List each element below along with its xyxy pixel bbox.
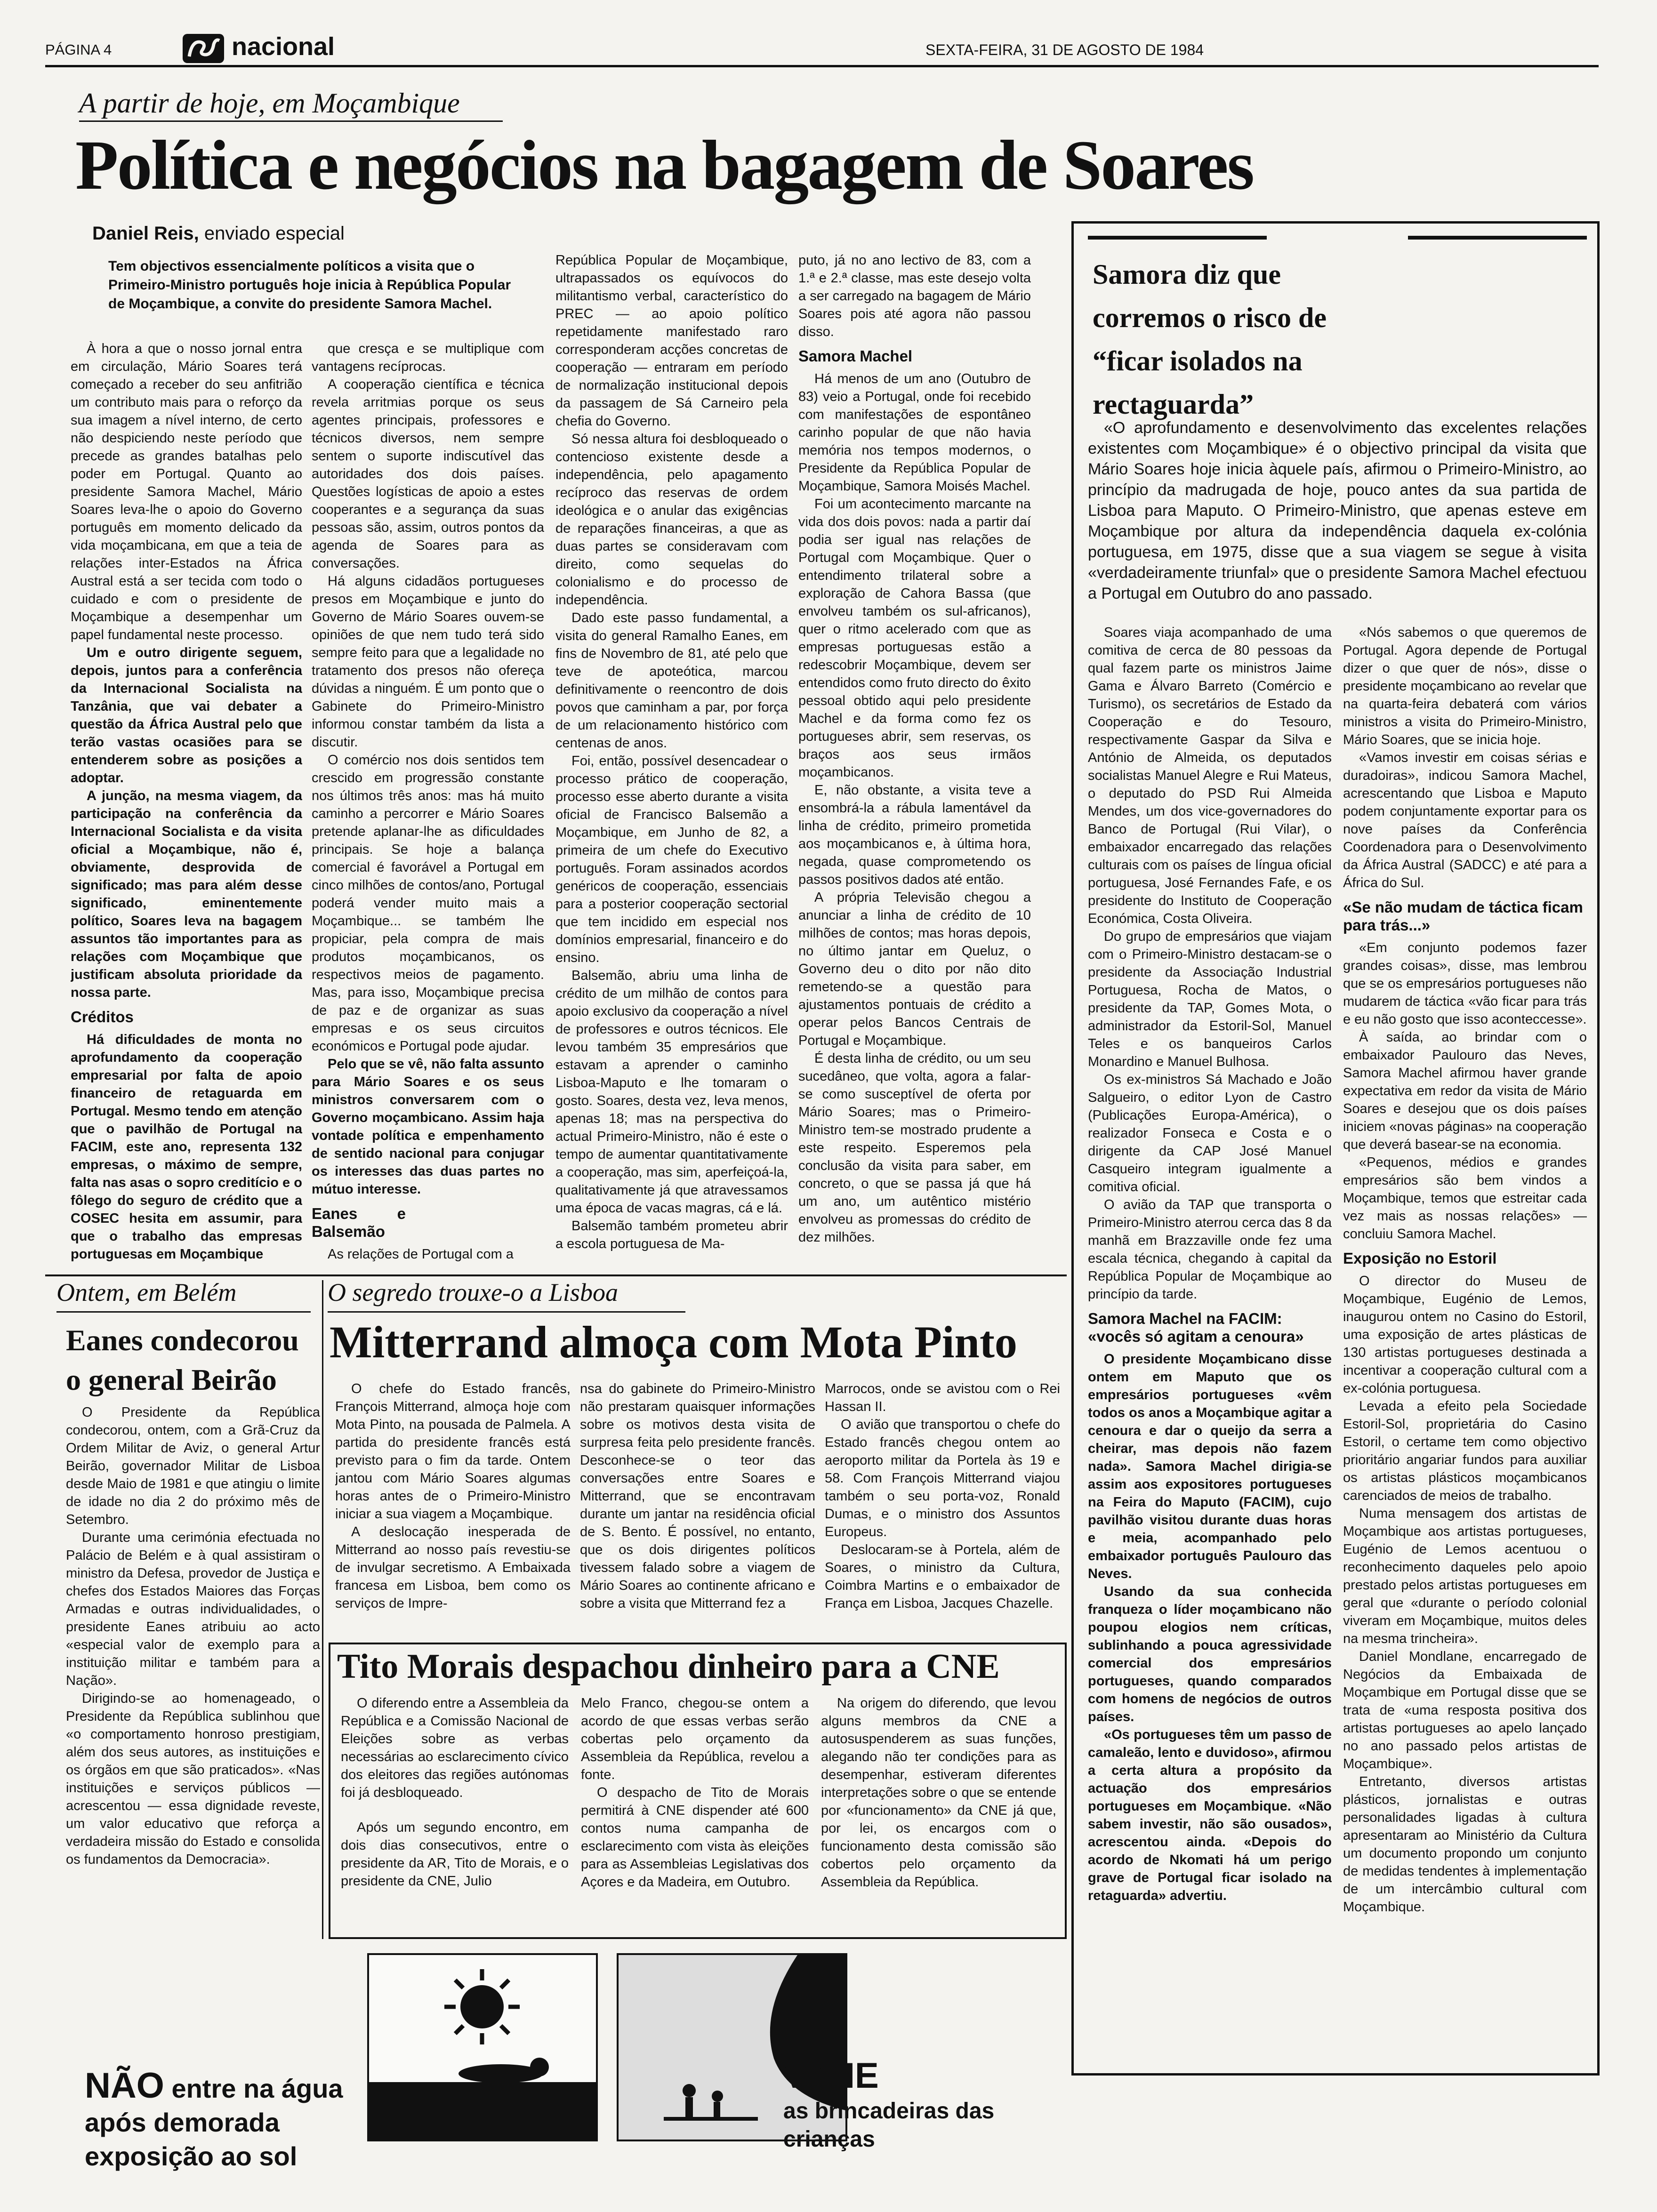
samora-box bbox=[1071, 221, 1600, 2076]
paragraph: À saída, ao brindar com o embaixador Paulouro das Neves, Samora Machel afirmou haver grande expectativa em redor da visita de Mário Soares e desejou que os dois países iniciem «novas páginas» na cooperação que deverá basear-se na economia. bbox=[1343, 1030, 1587, 1152]
paragraph: Só nessa altura foi desbloqueado o contencioso existente desde a independência, pelo apagamento recíproco das reservas de ordem ideológica e o anular das exigências de reparações financeiras, a que as duas partes se consideravam com direito, como sequelas do colonialismo e do processo de independência. bbox=[555, 432, 788, 608]
subhead-tactica: «Se não mudam de táctica ficam para trás...» bbox=[1343, 898, 1583, 934]
paragraph: A própria Televisão chegou a anunciar a linha de crédito de 10 milhões de contos; mas horas depois, no último jantar em Queluz, o Governo deu o dito por não dito remetendo-se a questão para ajustamentos pontuais de crédito a operar pelos Bancos Centrais de Portugal e Moçambique. bbox=[798, 890, 1031, 1048]
paragraph: Soares viaja acompanhado de uma comitiva de cerca de 80 pessoas da qual fazem parte os ministros Jaime Gama e Álvaro Barreto (Comércio e Turismo), os secretários de Estado da Cooperação e do Tesouro, respectivamente Gaspar da Silva e António de Almeida, os deputados socialistas Manuel Alegre e Rui Mateus, o deputado do PSD Rui Almeida Mendes, um dos vice-governadores do Banco de Portugal (Rui Vilar), o embaixador encarregado das relações culturais com os países de língua oficial portuguesa, José Fernandes Fafe, e os presidente do Instituto de Cooperação Económica, Costa Oliveira. bbox=[1088, 625, 1332, 926]
subhead-facim: Samora Machel na FACIM: «vocês só agitam a cenoura» bbox=[1088, 1310, 1304, 1345]
main-column-1 bbox=[71, 340, 302, 1272]
paragraph: Os ex-ministros Sá Machado e João Salgueiro, o editor Lyon de Castro (Publicações Europa-América), o realizador Fonseca e Costa e o dirigente da CAP José Manuel Casqueiro integram igualmente a comitiva oficial. bbox=[1088, 1072, 1332, 1194]
paragraph: A deslocação inesperada de Mitterrand ao nosso país revestiu-se de invulgar secretismo. A Embaixada francesa em Lisboa, bem como os serviços de Impre- bbox=[335, 1524, 571, 1611]
paragraph: A cooperação científica e técnica revela arritmias porque os seus agentes principais, professores e técnicos diversos, nem sempre sentem o suporte indiscutível das autoridades dos dois países. Questões logísticas de apoio a estes cooperantes e a segurança da suas pessoas são, assim, outros pontos da agenda de Soares para as conversações. bbox=[312, 377, 544, 571]
paragraph: Usando da sua conhecida franqueza o líder moçambicano não poupou elogios nem críticas, sublinhando a pouca agressividade comercial dos empresários portugueses, quando comparados com homens de negócios de outros países. bbox=[1088, 1584, 1332, 1724]
paragraph: «Pequenos, médios e grandes empresários são bem vindos a Moçambique, temos que estreitar cada vez mais as nossas relações» — concluiu Samora Machel. bbox=[1343, 1155, 1587, 1242]
tito-box bbox=[329, 1643, 1067, 1939]
eanes-divider bbox=[322, 1280, 323, 1939]
main-column-2 bbox=[312, 340, 544, 1272]
paragraph: nsa do gabinete do Primeiro-Ministro não prestaram quaisquer informações sobre os motivos desta visita de surpresa feita pelo presidente francês. Desconhece-se o teor das conversações entre Soares e Mitterrand, que se encontravam durante um jantar na residência oficial de S. Bento. É possível, no entanto, que os dois dirigentes políticos tivessem falado sobre a viagem de Mário Soares ao continente africano e sobre a visita que Mitterrand fez a bbox=[580, 1381, 815, 1611]
paragraph: O chefe do Estado francês, François Mitterrand, almoça hoje com Mota Pinto, na pousada de Palmela. A partida do presidente francês está previsto para o fim da tarde. Ontem jantou com Mário Soares algumas horas antes de o Primeiro-Ministro iniciar a sua viagem a Moçambique. bbox=[335, 1381, 571, 1522]
byline-role: enviado especial bbox=[199, 223, 345, 244]
page-header bbox=[45, 31, 1599, 69]
paragraph: Numa mensagem dos artistas de Moçambique aos artistas portugueses, Eugénio de Lemos acentuou o reconhecimento daqueles pelo apoio prestado pelos artistas portugueses em geral que «durante o período colonial viveram em Moçambique, muitos deles na mesma trincheira». bbox=[1343, 1506, 1587, 1646]
paragraph: Deslocaram-se à Portela, além de Soares, o ministro da Cultura, Coimbra Martins e o embaixador de França em Lisboa, Jacques Chazelle. bbox=[825, 1542, 1060, 1611]
mitterrand-kicker: O segredo trouxe-o a Lisboa bbox=[328, 1278, 618, 1306]
paragraph: Há menos de um ano (Outubro de 83) veio a Portugal, onde foi recebido com manifestações de espontâneo carinho popular de que não havia memória nos tempos modernos, o Presidente da República Popular de Moçambique, Samora Moisés Machel. bbox=[798, 371, 1031, 494]
paragraph: Entretanto, diversos artistas plásticos, jornalistas e outras personalidades ligadas à cultura apresentaram ao Ministério da Cultura um documento propondo um conjunto de medidas tendentes à implementação de um intercâmbio cultural com Moçambique. bbox=[1343, 1774, 1587, 1915]
paragraph: Na origem do diferendo, que levou alguns membros da CNE a autosuspenderem as suas funções, alegando não ter condições para as desempenhar, estiveram diferentes interpretações sobre o que se entende por «funcionamento» da CNE já que, por lei, os encargos com o funcionamento desta comissão são cobertos pelo orçamento da Assembleia da República. bbox=[821, 1696, 1056, 1890]
ad-beach-text bbox=[783, 2055, 1066, 2154]
paragraph: O comércio nos dois sentidos tem crescido em progressão constante nos últimos três anos: mas há muito caminho a percorrer e Mário Soares pretende aplanar-lhe as dificuldades principais. Se hoje a balança comercial é favorável a Portugal em cinco milhões de contos/ano, Portugal poderá vender muito mais a Moçambique... se também lhe propiciar, pela compra de mais produtos moçambicanos, os respectivos meios de pagamento. Mas, para isso, Moçambique precisa de paz e de organizar as suas empresas e os seus circuitos económicos e Portugal pode ajudar. bbox=[312, 753, 544, 1054]
paragraph: O Presidente da República condecorou, ontem, com a Grã-Cruz da Ordem Militar de Aviz, o general Artur Beirão, governador Militar de Lisboa desde Maio de 1981 e que atingiu o limite de idade no dia 2 do próximo mês de Setembro. bbox=[66, 1405, 320, 1527]
samora-column-a bbox=[1088, 624, 1332, 2064]
paragraph: Um e outro dirigente seguem, depois, juntos para a conferência da Internacional Socialista na Tanzânia, que vai debater a questão da África Austral pelo que terão vastas ocasiões para se entenderem sobre as posições a adoptar. bbox=[71, 645, 302, 785]
tito-headline: Tito Morais despachou dinheiro para a CNE bbox=[337, 1647, 1000, 1686]
main-byline bbox=[92, 223, 345, 244]
issue-date: SEXTA-FEIRA, 31 DE AGOSTO DE 1984 bbox=[925, 41, 1204, 58]
samora-lead-text: «O aprofundamento e desenvolvimento das excelentes relações existentes com Moçambique» é o objectivo principal da visita que Mário Soares hoje inicia àquele país, afirmou o Primeiro-Ministro, ao princípio da madrugada de hoje, pouco antes da sua partida de Lisboa para Maputo. O Primeiro-Ministro, que apenas esteve em Moçambique por altura da independência daquela ex-colónia portuguesa, em 1975, disse que a sua viagem se segue à visita «verdadeiramente triunfal» que o presidente Samora Machel efectuou a Portugal em Outubro do ano passado. bbox=[1088, 419, 1587, 602]
samora-lead bbox=[1088, 417, 1587, 615]
section-logo-icon bbox=[183, 34, 224, 63]
paragraph: «Nós sabemos o que queremos de Portugal. Agora depende de Portugal dizer o que quer de nós», disse o presidente moçambicano ao revelar que na quarta-feira debaterá com vários ministros a visita do Primeiro-Ministro, Mário Soares, que se inicia hoje. bbox=[1343, 625, 1587, 747]
byline-name: Daniel Reis, bbox=[92, 223, 199, 244]
subhead-creditos: Créditos bbox=[71, 1008, 134, 1026]
tito-column-b bbox=[581, 1694, 809, 1934]
section-divider bbox=[45, 1274, 1067, 1276]
paragraph: O presidente Moçambicano disse ontem em Maputo que os empresários portugueses «vêm todos os anos a Moçambique agitar a cenoura e dar o queijo da serra a cheirar, mas depois não fazem nada». Samora Machel dirigia-se assim aos expositores portugueses na Feira do Maputo (FACIM), cujo pavilhão visitou durante duas horas e meia, acompanhado pelo embaixador português Paulouro das Neves. bbox=[1088, 1352, 1332, 1581]
ad-beach-title: VIGIE bbox=[783, 2056, 879, 2096]
paragraph: Foi um acontecimento marcante na vida dos dois povos: nada a partir daí podia ser igual nas relações de Portugal com Moçambique. Quer o entendimento trilateral sobre a exploração de Cahora Bassa (que envolveu também os sul-africanos), quer o ritmo acelerado com que as empresas portuguesas estão a redescobrir Moçambique, devem ser entendidos como fruto directo do êxito pessoal obtido aqui pelo presidente Machel e da forma como fez os portugueses abrir, sem reservas, os braços aos seus irmãos moçambicanos. bbox=[798, 497, 1031, 780]
paragraph: Daniel Mondlane, encarregado de Negócios da Embaixada de Moçambique em Portugal disse que se trata de «uma resposta positiva dos artistas portugueses ao apelo lançado no ano passado pelos artistas de Moçambique». bbox=[1343, 1649, 1587, 1771]
ad-sun-box bbox=[367, 1953, 598, 2141]
paragraph: Marrocos, onde se avistou com o Rei Hassan II. bbox=[825, 1381, 1060, 1414]
main-kicker: A partir de hoje, em Moçambique bbox=[79, 88, 460, 119]
paragraph: Há alguns cidadãos portugueses presos em Moçambique e junto do Governo de Mário Soares ouvem-se opiniões de que nem tudo terá sido sempre feito para que a legalidade no tratamento dos presos não ofereça dúvidas a ninguém. É um ponto que o Gabinete do Primeiro-Ministro informou constar também da lista a discutir. bbox=[312, 574, 544, 750]
ad-sun-text bbox=[85, 2066, 348, 2173]
tito-column-a bbox=[341, 1694, 569, 1934]
main-column-4 bbox=[798, 251, 1031, 1272]
mitterrand-column-a bbox=[335, 1380, 571, 1648]
section-name: nacional bbox=[232, 32, 335, 61]
paragraph: O avião que transportou o chefe do Estado francês chegou ontem ao aeroporto militar da Portela às 19 e 58. Com François Mitterrand viajou também o seu porta-voz, Ronald Dumas, e o ministro dos Assuntos Europeus. bbox=[825, 1417, 1060, 1539]
main-column-3 bbox=[555, 251, 788, 1272]
paragraph: «Vamos investir em coisas sérias e duradoiras», indicou Samora Machel, acrescentando que Lisboa e Maputo podem conjuntamente exportar para os nove países da Conferência Coordenadora para o Desenvolvimento da África Austral (SADCC) e até para a África do Sul. bbox=[1343, 750, 1587, 890]
paragraph: República Popular de Moçambique, ultrapassados os equívocos do militantismo verbal, característico do PREC — ao apoio político repetidamente manifestado raro corresponderam acções concretas de cooperação — entraram em período de normalização institucional depois da passagem de Sá Carneiro pela chefia do Governo. bbox=[555, 253, 788, 429]
page-number: PÁGINA 4 bbox=[45, 41, 112, 58]
mitterrand-column-b bbox=[580, 1380, 815, 1648]
main-headline: Política e negócios na bagagem de Soares bbox=[75, 126, 1253, 204]
paragraph: As relações de Portugal com a bbox=[328, 1247, 514, 1262]
tito-column-c bbox=[821, 1694, 1056, 1934]
eanes-body bbox=[66, 1403, 320, 1973]
ad-sun-emph: NÃO bbox=[85, 2066, 164, 2106]
paragraph: «Em conjunto podemos fazer grandes coisas», disse, mas lembrou que se os empresários portugueses não mudarem de táctica «vão ficar para trás e eu não gosto que isso aconteccesse». bbox=[1343, 940, 1587, 1027]
paragraph: Pelo que se vê, não falta assunto para Mário Soares e os seus ministros conversarem com o Governo moçambicano. Assim haja vontade política e empenhamento de sentido nacional para conjugar os interesses das duas partes no mútuo interesse. bbox=[312, 1057, 544, 1197]
paragraph: Balsemão também prometeu abrir a escola portuguesa de Ma- bbox=[555, 1218, 788, 1251]
subhead-samora-machel: Samora Machel bbox=[798, 347, 913, 365]
box-top-rule-left bbox=[1088, 236, 1267, 240]
header-rule bbox=[45, 65, 1599, 67]
paragraph: puto, já no ano lectivo de 83, com a 1.ª e 2.ª classe, mas este desejo volta a ser carregado na bagagem de Mário Soares pois até agora não passou disso. bbox=[798, 253, 1031, 339]
mitterrand-kicker-rule bbox=[328, 1311, 685, 1313]
paragraph: Dirigindo-se ao homenageado, o Presidente da República sublinhou que «o comportamento honroso prestigiam, além dos seus autores, as instituições e os órgãos em que são praticados». «Nas instituições e serviços públicos — acrescentou — essa dignidade reveste, um valor educativo que reforça a verdadeira missão do Estado e consolida os fundamentos da Democracia». bbox=[66, 1691, 320, 1867]
paragraph: Há dificuldades de monta no aprofundamento da cooperação empresarial por falta de apoio financeiro de retaguarda em Portugal. Mesmo tendo em atenção que o pavilhão de Portugal na FACIM, este ano, representa 132 empresas, o máximo de sempre, falta nas asas o sopro creditício e o fôlego do seguro de crédito que a COSEC hesita em assumir, para que o trabalho das empresas portuguesas em Moçambique bbox=[71, 1032, 302, 1262]
eanes-kicker: Ontem, em Belém bbox=[56, 1278, 237, 1306]
paragraph: E, não obstante, a visita teve a ensombrá-la a rábula lamentável da linha de crédito, primeiro prometida aos moçambicanos e, à última hora, negada, quase comprometendo os passos positivos dados até então. bbox=[798, 783, 1031, 887]
paragraph: O diferendo entre a Assembleia da República e a Comissão Nacional de Eleições sobre as verbas necessárias ao esclarecimento cívico dos eleitores das regiões autónomas foi já desbloqueado. bbox=[341, 1696, 569, 1800]
mitterrand-column-c bbox=[825, 1380, 1060, 1648]
paragraph: A junção, na mesma viagem, da participação na conferência da Internacional Socialista e da visita oficial a Moçambique, não é, obviamente, desprovida de significado; mas para além desse significado, eminentemente político, Soares leva na bagagem assuntos tão importantes para as relações com Moçambique que justificam absoluta prioridade da nossa parte. bbox=[71, 788, 302, 1000]
paragraph: Após um segundo encontro, em dois dias consecutivos, entre o presidente da AR, Tito de Morais, e o presidente da CNE, Julio bbox=[341, 1820, 569, 1889]
subhead-exposicao-estoril: Exposição no Estoril bbox=[1343, 1250, 1497, 1267]
ad-beach-subtitle: as brincadeiras das crianças bbox=[783, 2099, 995, 2152]
paragraph: Melo Franco, chegou-se ontem a acordo de que essas verbas serão cobertas pelo orçamento da Assembleia da República, revelou a fonte. bbox=[581, 1696, 809, 1782]
paragraph: que cresça e se multiplique com vantagens recíprocas. bbox=[312, 341, 544, 374]
sun-icon bbox=[369, 1955, 596, 2140]
box-top-rule-right bbox=[1408, 236, 1587, 240]
main-lead-text: Tem objectivos essencialmente políticos a visita que o Primeiro-Ministro português hoje inicia à República Popular de Moçambique, a convite do presidente Samora Machel. bbox=[108, 258, 511, 312]
main-lead bbox=[108, 257, 523, 337]
paragraph: O avião da TAP que transporta o Primeiro-Ministro aterrou cerca das 8 da manhã em Brazzaville onde fez uma escala técnica, chegando à capital da República Popular de Moçambique ao princípio da tarde. bbox=[1088, 1197, 1332, 1302]
paragraph: Do grupo de empresários que viajam com o Primeiro-Ministro destacam-se o presidente da Associação Industrial Portuguesa, Rocha de Matos, o presidente da TAP, Gomes Mota, o administrador da Estoril-Sol, Manuel Teles e os banqueiros Carlos Monardino e Manuel Bulhosa. bbox=[1088, 929, 1332, 1069]
paragraph: O despacho de Tito de Morais permitirá à CNE dispender até 600 contos numa campanha de esclarecimento com vista às eleições para as Assembleias Legislativas dos Açores e da Madeira, em Outubro. bbox=[581, 1785, 809, 1890]
eanes-headline: Eanes condecorou o general Beirão bbox=[66, 1323, 299, 1396]
paragraph: À hora a que o nosso jornal entra em circulação, Mário Soares terá começado a receber do seu anfitrião um contributo mais para o reforço da sua imagem a nível interno, de certo não despiciendo neste período que precede as grandes batalhas pelo poder em Portugal. Quanto ao presidente Samora Machel, Mário Soares leva-lhe o apoio do Governo português em momento delicado da vida moçambicana, em que a teia de relações inter-Estados na África Austral está a ser tecida com todo o cuidado e com o presidente de Moçambique a desempenhar um papel fundamental neste processo. bbox=[71, 341, 302, 642]
samora-headline: Samora diz que corremos o risco de “ficar isolados na rectaguarda” bbox=[1093, 259, 1327, 420]
paragraph: «Os portugueses têm um passo de camaleão, lento e duvidoso», afirmou a certa altura a propósito da actuação dos empresários portugueses em Moçambique. «Não sabem investir, não são ousados», acrescentou ainda. «Depois do acordo de Nkomati há um perigo grave de Portugal ficar isolado na retaguarda» advertiu. bbox=[1088, 1727, 1332, 1903]
paragraph: Levada a efeito pela Sociedade Estoril-Sol, proprietária do Casino Estoril, o certame tem como objectivo prioritário angariar fundos para auxiliar os artistas plásticos moçambicanos carenciados de meios de trabalho. bbox=[1343, 1399, 1587, 1503]
paragraph: Foi, então, possível desencadear o processo prático de cooperação, processo esse aberto durante a visita oficial de Francisco Balsemão a Moçambique, em Junho de 82, a primeira de um chefe do Executivo português. Foram assinados acordos genéricos de cooperação, essenciais para a posterior cooperação sectorial que tem incidido em especial nos domínios empresarial, financeiro e do ensino. bbox=[555, 753, 788, 965]
paragraph: Dado este passo fundamental, a visita do general Ramalho Eanes, em fins de Novembro de 81, até pelo que teve de apoteótica, marcou definitivamente o reencontro de dois povos que caminham a par, por força de um relacionamento histórico com centenas de anos. bbox=[555, 610, 788, 751]
mitterrand-headline: Mitterrand almoça com Mota Pinto bbox=[330, 1317, 1017, 1367]
eanes-kicker-rule bbox=[56, 1311, 311, 1313]
paragraph: Balsemão, abriu uma linha de crédito de um milhão de contos para apoio exclusivo da cooperação a nível de professores e outros técnicos. Ele levou também 35 empresários que estavam a aprender o caminho Lisboa-Maputo e lhe tomaram o gosto. Soares, desta vez, leva menos, apenas 18; mas na perspectiva do actual Primeiro-Ministro, não é este o tempo de aumentar quantitativamente a cooperação, mas sim, aperfeiçoá-la, qualitativamente já que atravessamos uma época de vacas magras, cá e lá. bbox=[555, 968, 788, 1216]
subhead-eanes-balsemao: Eanes e Balsemão bbox=[312, 1205, 406, 1240]
ad-sun-line3: exposição ao sol bbox=[85, 2141, 298, 2171]
paragraph: O director do Museu de Moçambique, Eugénio de Lemos, inaugurou ontem no Casino do Estoril, uma exposição de artes plásticas de 130 artistas portugueses destinada a incentivar a cooperação cultural com a ex-colónia portuguesa. bbox=[1343, 1274, 1587, 1396]
paragraph: É desta linha de crédito, ou um seu sucedâneo, que volta, agora a falar-se como susceptível de oferta por Mário Soares; mas o Primeiro-Ministro tem-se mostrado prudente a este respeito. Esperemos pela conclusão da visita para saber, em concreto, o que se passa já que há um ano, um autêntico mistério envolveu as promessas do crédito de dez milhões. bbox=[798, 1051, 1031, 1245]
samora-column-b bbox=[1343, 624, 1587, 2064]
main-kicker-rule bbox=[79, 120, 503, 122]
ad-sun-line2: após demorada bbox=[85, 2108, 280, 2137]
paragraph: Durante uma cerimónia efectuada no Palácio de Belém e à qual assistiram o ministro da Defesa, provedor de Justiça e chefes dos Estados Maiores das Forças Armadas e outras individualidades, o presidente Eanes atribuiu ao acto «especial valor de exemplo para a instituição militar e também para a Nação». bbox=[66, 1530, 320, 1688]
ad-sun-line1: entre na água bbox=[164, 2074, 343, 2103]
